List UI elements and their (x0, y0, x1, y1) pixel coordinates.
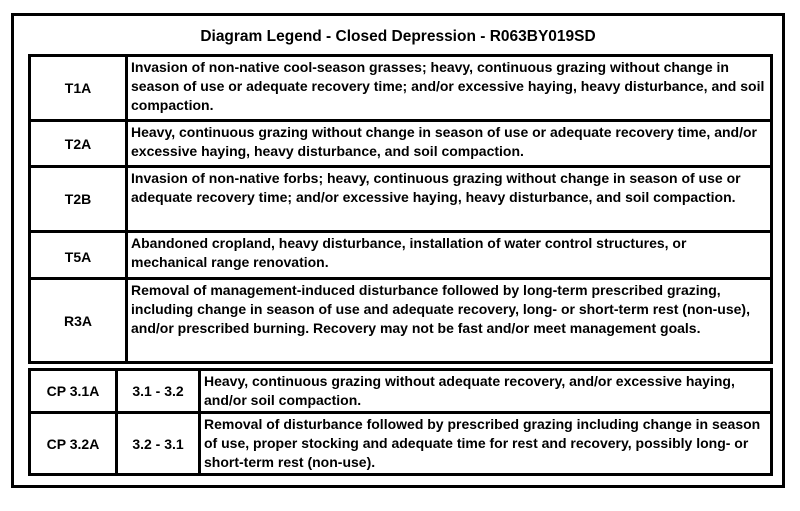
transition-code: T2A (31, 122, 128, 165)
transition-description: Heavy, continuous grazing without change in season of use or adequate recovery time, and/or excessive haying, heavy disturbance, and soil compaction. (131, 124, 757, 159)
legend-frame (11, 13, 785, 488)
legend-title: Diagram Legend - Closed Depression - R063BY019SD (200, 28, 596, 45)
transition-row-t2a (31, 119, 770, 165)
transition-code: T5A (31, 233, 128, 281)
pathway-transition: 3.2 - 3.1 (118, 414, 201, 473)
pathway-code: CP 3.1A (31, 371, 118, 411)
transition-description: Abandoned cropland, heavy disturbance, installation of water control structures, or mechanical range renovation. (131, 235, 687, 270)
pathway-description: Heavy, continuous grazing without adequate recovery, and/or excessive haying, and/or soil compaction. (204, 373, 735, 408)
restoration-table (28, 277, 773, 364)
pathway-description: Removal of disturbance followed by prescribed grazing including change in season of use, proper stocking and adequate time for rest and recovery, possibly long- or short-term rest (non-use). (204, 416, 761, 470)
pathway-row-cp32a (31, 411, 770, 473)
pathway-code: CP 3.2A (31, 414, 118, 473)
restoration-description: Removal of management-induced disturbance followed by long-term prescribed grazing, including change in season of use and adequate recovery, long- or short-term rest (non-use), and/or prescribed burning. Recovery may not be fast and/or meet management goals. (131, 282, 750, 336)
transition-row-t1a (31, 57, 770, 119)
pathway-transition: 3.1 - 3.2 (118, 371, 201, 411)
transition-row-t2b (31, 165, 770, 230)
transition-row-t5a (31, 230, 770, 281)
transition-description: Invasion of non-native forbs; heavy, continuous grazing without change in season of use or adequate recovery time; and/or excessive haying, heavy disturbance, and soil compaction. (131, 170, 741, 205)
transition-code: T1A (31, 57, 128, 119)
restoration-row-r3a (31, 280, 770, 361)
transition-code: T2B (31, 168, 128, 230)
transition-description: Invasion of non-native cool-season grasses; heavy, continuous grazing without change in season of use or adequate recovery time; and/or excessive haying, heavy disturbance, and soil compaction. (131, 59, 765, 113)
restoration-code: R3A (31, 280, 128, 361)
transitions-table (28, 54, 773, 284)
community-pathways-table (28, 368, 773, 476)
pathway-row-cp31a (31, 371, 770, 411)
